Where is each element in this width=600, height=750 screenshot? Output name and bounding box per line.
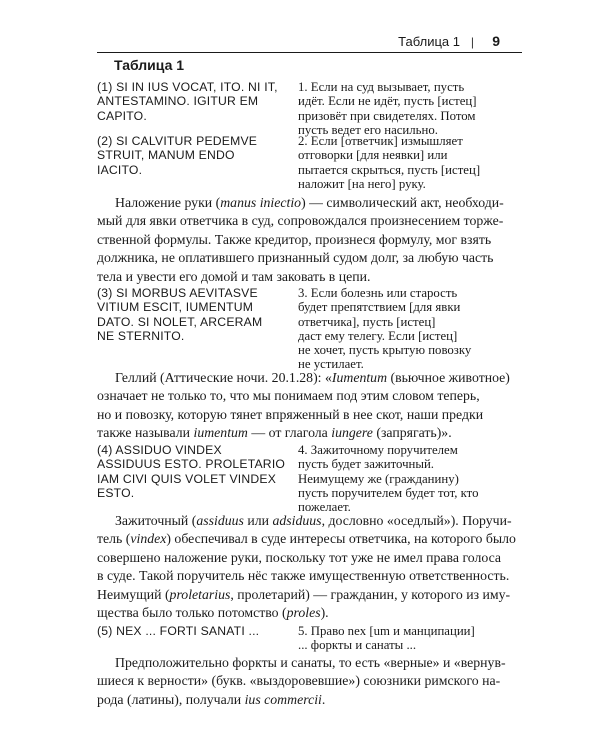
latin-line: CAPITO. [97,108,147,123]
page-number: 9 [492,33,500,49]
translation-line: будет препятствием [для явки [298,300,461,315]
paragraph-line: должника, не оплатившего признанный судом долг, за любую часть [97,250,494,266]
header-rule [97,52,522,53]
russian-translation [298,624,498,653]
text-run: , пролетарий) — гражданин, у которого из иму- [230,586,511,602]
running-head-title: Таблица 1 [398,34,460,49]
law-pair-3 [97,286,521,372]
latin-term: Iumentum [331,370,388,385]
commentary-paragraph-3 [97,512,521,622]
latin-line: NE STERNITO. [97,328,185,343]
latin-term: vindex [130,531,167,547]
text-run: Наложение руки ( [115,195,221,210]
latin-term: manus iniectio [220,195,302,210]
latin-text [97,443,287,500]
translation-line: 1. Если на суд вызывает, пусть [298,80,465,94]
paragraph-line [97,512,521,530]
latin-term: adsiduus [272,513,322,528]
translation-line: даст ему телегу. Если [истец] [298,328,458,343]
russian-translation [298,286,498,372]
latin-line: DATO. SI NOLET, ARCERAM [97,314,263,329]
translation-line: Неимущему же (гражданину) [298,471,459,486]
latin-text [97,286,287,343]
latin-line: ASSIDUUS ESTO. PROLETARIO [97,457,286,472]
text-run: ) обеспечивал в суде интересы ответчика, на которого было [166,531,516,547]
latin-line: (4) ASSIDUO VINDEX [97,443,222,457]
paragraph-line: мый для явки ответчика в суд, сопровождался произнесением торже- [97,213,504,229]
translation-line: 3. Если болезнь или старость [298,286,458,300]
latin-line: ESTO. [97,485,135,500]
russian-translation [298,443,498,514]
latin-text [97,134,287,177]
translation-line: ... форкты и санаты ... [298,638,417,653]
latin-term: proles [286,605,321,621]
law-pair-5 [97,624,521,654]
latin-line: ANTESTAMINO. IGITUR EM [97,94,259,109]
text-run: (вьючное животное) [387,370,510,385]
translation-line: пожелает. [298,500,351,515]
commentary-paragraph-4 [97,654,521,709]
translation-line: 5. Право nex [um и манципации] [298,624,475,638]
header-separator: | [470,35,474,49]
paragraph-line: означает не только то, что мы понимаем под этим словом теперь, [97,388,480,404]
text-run: , дословно «оседлый»). Поручи- [321,513,512,528]
paragraph-line: ственной формулы. Также кредитор, произнеся формулу, мог взять [97,231,492,247]
paragraph-line [97,586,521,604]
paragraph-line: тела и увести его домой и там заковать в цепи. [97,268,371,284]
latin-term: proletarius [169,586,231,602]
latin-line: (2) SI CALVITUR PEDEMVE [97,134,258,148]
text-run: (запрягать)». [372,425,452,441]
running-header [97,30,522,52]
latin-line: IAM CIVI QUIS VOLET VINDEX [97,471,277,486]
text-run: — от глагола [247,425,332,441]
latin-line: STRUIT, MANUM ENDO [97,148,235,163]
text-run: ) — символический акт, необходи- [301,195,504,210]
law-pair-4 [97,443,521,515]
paragraph-line: Предположительно форкты и санаты, то есть «верные» и «вернув- [115,655,506,670]
paragraph-line: совершено наложение руки, поскольку тот уже не имел права голоса [97,549,502,565]
translation-line: не устилает. [298,357,364,372]
paragraph-line [97,691,521,709]
translation-line: призовёт при свидетелях. Потом [298,108,476,123]
latin-term: iumentum [193,425,248,441]
paragraph-line [97,369,521,387]
paragraph-line: но и повозку, которую тянет впряженный в нее скот, наши предки [97,406,484,422]
text-run: ). [320,605,329,621]
paragraph-line: в суде. Такой поручитель нёс также имущественную ответственность. [97,568,510,584]
text-run: Неимущий ( [97,586,170,602]
russian-translation [298,80,498,137]
paragraph-line: шиеся к верности» (букв. «выздоровевшие») союзники римского на- [97,673,501,689]
latin-term: ius commercii [244,691,322,707]
text-run: тель ( [97,531,131,547]
paragraph-line [97,604,521,622]
latin-line: (5) NEX ... FORTI SANATI ... [97,624,260,638]
law-pair-1 [97,80,521,138]
law-pair-2 [97,134,521,192]
paragraph-line [97,194,521,212]
latin-line: (1) SI IN IUS VOCAT, ITO. NI IT, [97,80,278,94]
translation-line: 2. Если [ответчик] измышляет [298,134,463,148]
translation-line: пытается скрыться, пусть [истец] [298,162,481,177]
translation-line: наложит [на него] руку. [298,176,426,191]
paragraph-line [97,424,521,442]
translation-line: пусть ведет его насильно. [298,122,438,137]
text-run: или [243,513,273,528]
translation-line: отговорки [для неявки] или [298,148,448,163]
translation-line: ответчика], пусть [истец] [298,314,436,329]
translation-line: пусть будет зажиточный. [298,457,434,472]
commentary-paragraph-1 [97,194,521,286]
text-run: также называли [97,425,194,441]
russian-translation [298,134,498,191]
latin-term: assiduus [196,513,244,528]
translation-line: пусть поручителем будет тот, кто [298,485,479,500]
text-run: рода (латины), получали [97,691,245,707]
text-run: Геллий (Аттические ночи. 20.1.28): « [115,370,332,385]
latin-line: (3) SI MORBUS AEVITASVE [97,286,258,300]
text-run: . [321,691,326,707]
latin-text [97,624,287,638]
latin-line: VITIUM ESCIT, IUMENTUM [97,300,254,315]
translation-line: идёт. Если не идёт, пусть [истец] [298,94,477,109]
text-run: Зажиточный ( [115,513,197,528]
latin-line: IACITO. [97,162,143,177]
table-title: Таблица 1 [114,57,185,73]
latin-text [97,80,287,123]
translation-line: не хочет, пусть крытую повозку [298,343,472,358]
translation-line: 4. Зажиточному поручителем [298,443,458,457]
paragraph-line [97,530,521,548]
latin-term: iungere [331,425,373,441]
commentary-paragraph-2 [97,369,521,443]
text-run: щества было только потомство ( [97,605,287,621]
